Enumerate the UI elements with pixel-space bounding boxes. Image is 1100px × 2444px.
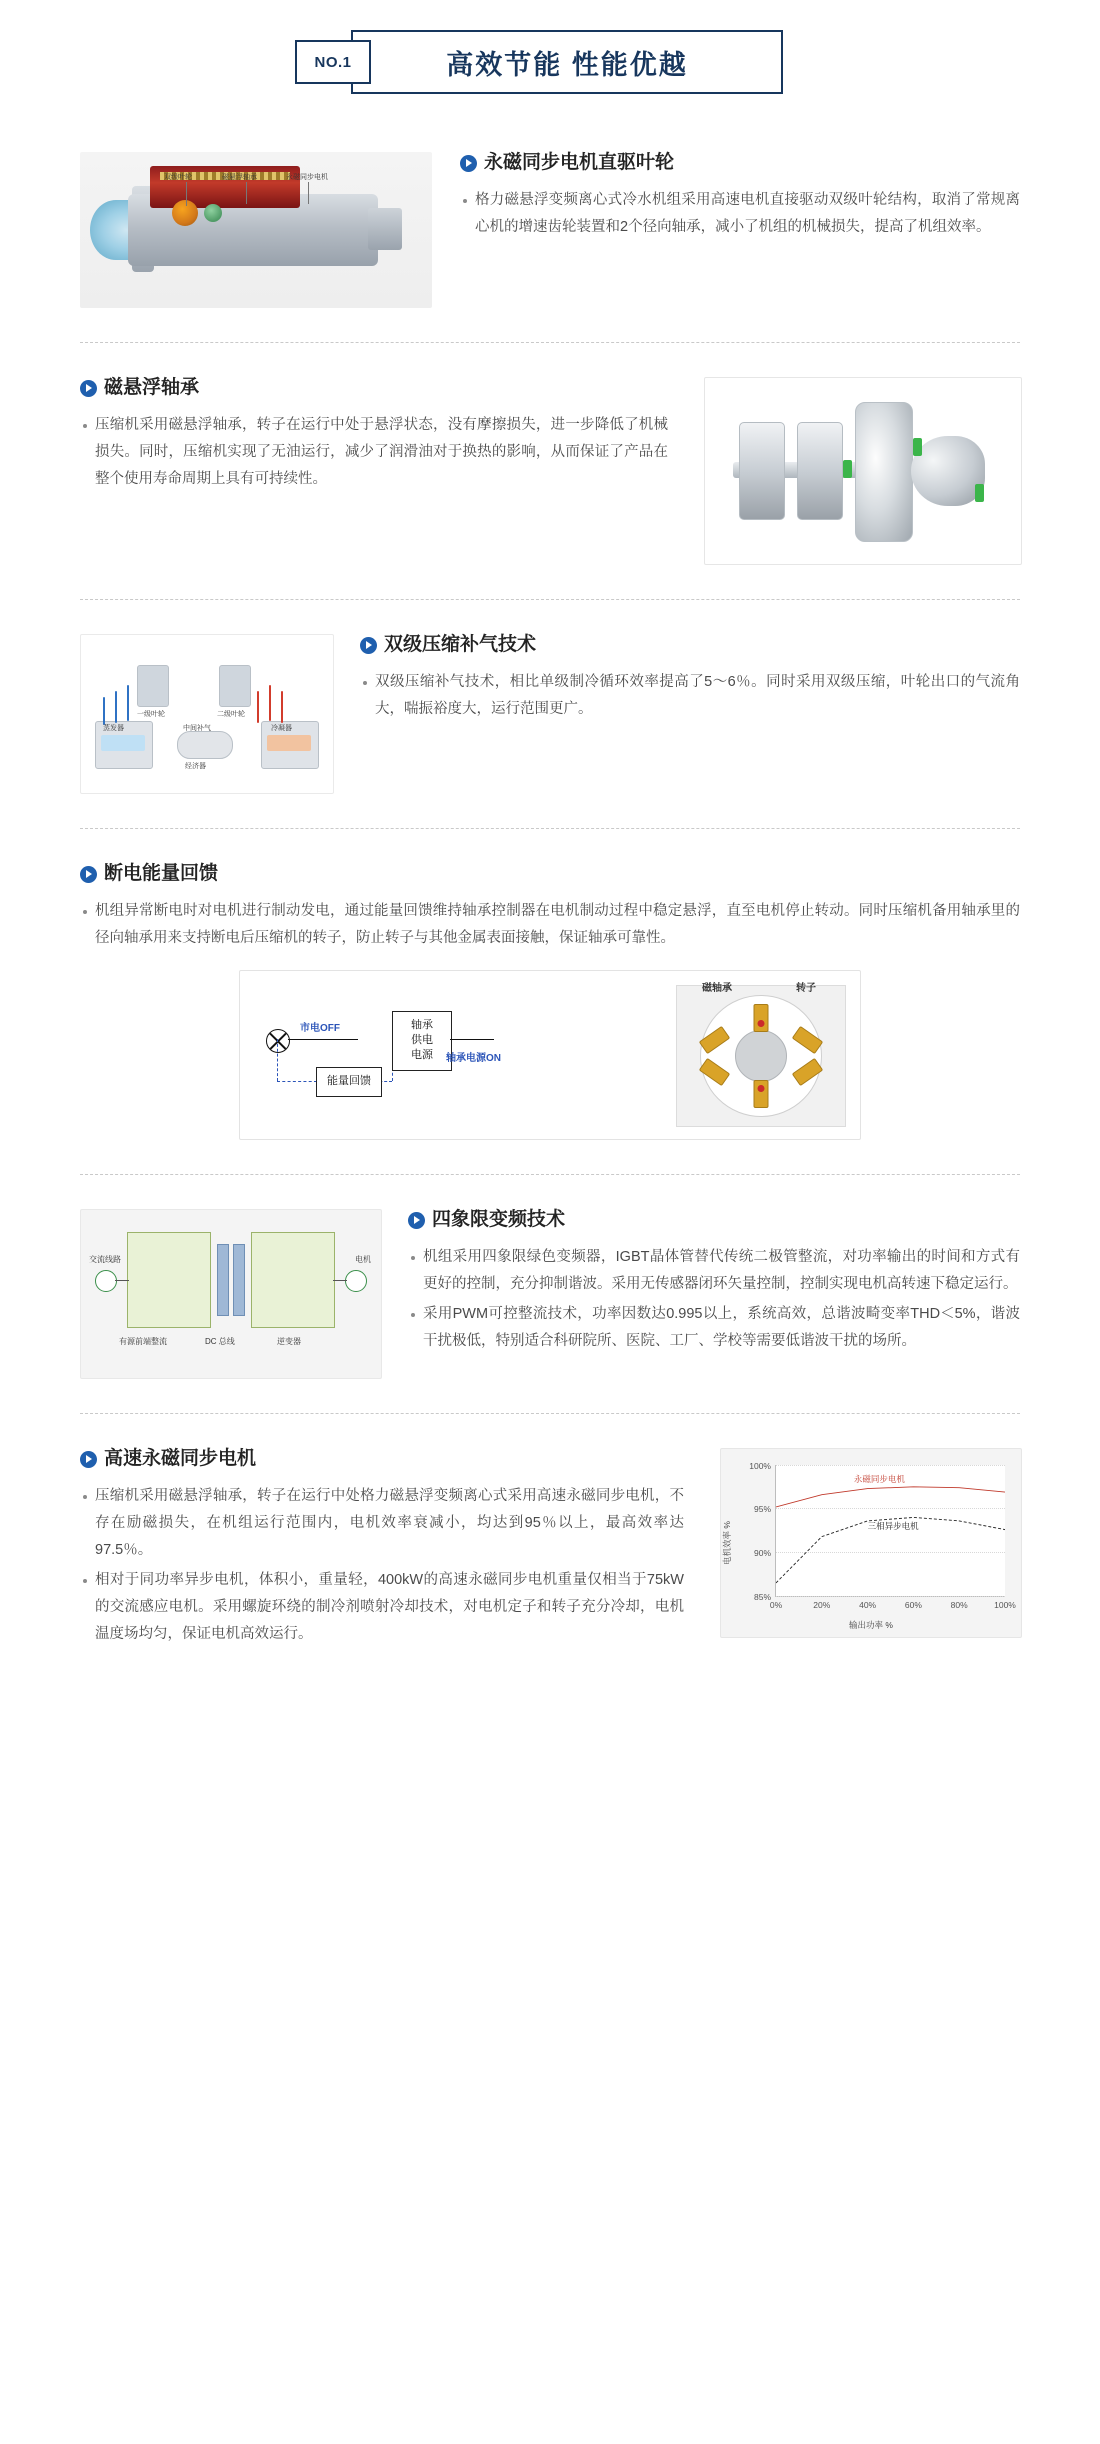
chart-series-label-pmsm: 永磁同步电机 (853, 1473, 905, 1484)
header-badge: NO.1 (295, 40, 371, 84)
list-item: 双级压缩补气技术，相比单级制冷循环效率提高了5～6％。同时采用双级压缩，叶轮出口的气流角大，喘振裕度大，运行范围更广。 (360, 669, 1020, 723)
section-pmsm-direct-drive (80, 96, 1020, 342)
section-four-quadrant-inverter (80, 1175, 1020, 1413)
arrow-right-icon (408, 1212, 425, 1229)
chart-y-tick: 90% (753, 1548, 771, 1559)
list-item: 采用PWM可控整流技术，功率因数达0.995以上，系统高效，总谐波畸变率THD＜5%，谐波干扰极低，特别适合科研院所、医院、工厂、学校等需要低谐波干扰的场所。 (408, 1301, 1020, 1355)
list-item: 机组采用四象限绿色变频器，IGBT晶体管替代传统二极管整流，对功率输出的时间和方式有更好的控制，充分抑制谐波。采用无传感器闭环矢量控制，控制实现电机高转速下稳定运行。 (408, 1244, 1020, 1298)
block-bearing-power-supply (392, 1011, 452, 1071)
page-root (0, 30, 1100, 2444)
section-title-four-quadrant-inverter (408, 1209, 1020, 1232)
page-title: 高效节能 性能优越 (446, 49, 688, 80)
list-item: 相对于同功率异步电机，体积小，重量轻，400kW的高速永磁同步电机重量仅相当于75kW的交流感应电机。采用螺旋环绕的制冷剂喷射冷却技术，对电机定子和转子充分冷却，电机温度场均匀，保证电机高效运行。 (80, 1567, 684, 1648)
text-pmsm-direct-drive (460, 152, 1020, 244)
fig3-label-3: 冷凝器 (271, 725, 292, 732)
fig3-label-2: 蒸发器 (103, 725, 124, 732)
figure-compressor-cutaway (80, 152, 432, 308)
rotor-illustration (676, 985, 846, 1127)
text-high-speed-pmsm (80, 1448, 720, 1651)
section-magnetic-bearing (80, 343, 1020, 599)
arrow-right-icon (360, 637, 377, 654)
chart-x-tick: 40% (859, 1599, 877, 1610)
fig3-label-5: 经济器 (185, 763, 206, 770)
list-item: 压缩机采用磁悬浮轴承，转子在运行中处格力磁悬浮变频离心式采用高速永磁同步电机，不存在励磁损失，在机组运行范围内，电机效率衰减小，均达到95％以上，最高效率达97.5％。 (80, 1483, 684, 1564)
label-mains-off: 市电OFF (300, 1022, 340, 1034)
label-bearing-power-on: 轴承电源ON (446, 1052, 501, 1064)
chart-plot-area (749, 1460, 1016, 1610)
chart-y-axis-label: 电机效率 % (722, 1520, 732, 1565)
page-header (295, 30, 785, 96)
arrow-right-icon (80, 866, 97, 883)
chart-x-tick: 60% (904, 1599, 922, 1610)
section-title-text: 四象限变频技术 (432, 1208, 566, 1230)
section-title-text: 永磁同步电机直驱叶轮 (484, 152, 675, 173)
section-title-high-speed-pmsm (80, 1448, 684, 1471)
section-title-text: 断电能量回馈 (104, 863, 219, 884)
chart-x-tick: 100% (994, 1599, 1016, 1610)
section-two-stage-compression (80, 600, 1020, 828)
chart-series-label-induction: 三相异步电机 (867, 1520, 919, 1531)
chart-y-tick: 85% (753, 1591, 771, 1602)
fig3-label-4: 中间补气 (183, 725, 211, 732)
figure-energy-feedback-diagram (239, 970, 861, 1140)
label-inverter: 逆变器 (277, 1336, 301, 1346)
label-dc-bus: DC 总线 (205, 1336, 235, 1346)
fig3-label-1: 二级叶轮 (217, 711, 245, 718)
arrow-right-icon (80, 1451, 97, 1468)
bullet-list-high-speed-pmsm (80, 1483, 684, 1648)
arrow-right-icon (80, 380, 97, 397)
motor-efficiency-chart (720, 1448, 1022, 1638)
label-ac-line: 交流线路 (89, 1254, 121, 1264)
block-bearing-power-supply-text: 轴承供电电源 (411, 1019, 433, 1062)
figure-four-quadrant-inverter (80, 1209, 380, 1379)
chart-x-tick: 20% (813, 1599, 831, 1610)
bullet-list-two-stage (360, 669, 1020, 723)
header-title-box (351, 30, 783, 94)
chart-x-axis-label: 输出功率 % (849, 1619, 893, 1630)
label-motor: 电机 (355, 1254, 371, 1264)
list-item: 压缩机采用磁悬浮轴承，转子在运行中处于悬浮状态，没有摩擦损失，进一步降低了机械损失。同时，压缩机实现了无油运行，减少了润滑油对于换热的影响，从而保证了产品在整个使用寿命周期上具有可持续性。 (80, 412, 668, 493)
block-energy-feedback: 能量回馈 (316, 1067, 382, 1097)
ac-source-icon (95, 1270, 117, 1292)
list-item: 格力磁悬浮变频离心式冷水机组采用高速电机直接驱动双级叶轮结构，取消了常规离心机的增速齿轮装置和2个径向轴承，减小了机组的机械损失，提高了机组效率。 (460, 187, 1020, 241)
text-magnetic-bearing (80, 377, 704, 496)
section-title-pmsm-direct-drive (460, 152, 1020, 175)
list-item: 机组异常断电时对电机进行制动发电，通过能量回馈维持轴承控制器在电机制动过程中稳定悬浮，直至电机停止转动。同时压缩机备用轴承里的径向轴承用来支持断电后压缩机的转子，防止转子与其他金属表面接触，保证轴承可靠性。 (80, 898, 1020, 952)
bullet-list-energy-feedback (80, 898, 1020, 952)
section-title-magnetic-bearing (80, 377, 668, 400)
text-four-quadrant-inverter (408, 1209, 1020, 1358)
label-rotor: 转子 (796, 982, 816, 994)
arrow-right-icon (460, 155, 477, 172)
section-title-text: 双级压缩补气技术 (384, 634, 537, 655)
fig1-label-2: 永磁同步电机 (286, 174, 328, 181)
bullet-list-magnetic-bearing (80, 412, 668, 493)
section-power-off-energy-feedback (80, 829, 1020, 1174)
fig1-label-1: 磁悬浮轴承 (222, 174, 257, 181)
section-high-speed-pmsm (80, 1414, 1020, 1711)
fig3-label-0: 一级叶轮 (137, 711, 165, 718)
motor-icon (345, 1270, 367, 1292)
section-title-power-off-energy-feedback (80, 863, 1020, 886)
fig1-label-0: 双级叶轮 (164, 174, 192, 181)
figure-two-stage-cycle (80, 634, 332, 794)
figure-magnetic-bearing-rotor (704, 377, 1020, 565)
chart-x-tick: 0% (769, 1599, 783, 1610)
chart-x-tick: 80% (950, 1599, 968, 1610)
chart-y-tick: 100% (749, 1460, 771, 1471)
label-magnetic-bearing: 磁轴承 (702, 982, 732, 994)
section-title-text: 高速永磁同步电机 (104, 1447, 257, 1469)
section-title-two-stage-compression (360, 634, 1020, 657)
label-active-front-end: 有源前端整流 (119, 1336, 167, 1346)
bullet-list-pmsm (460, 187, 1020, 241)
bullet-list-four-quadrant (408, 1244, 1020, 1355)
chart-y-tick: 95% (753, 1504, 771, 1515)
figure-motor-efficiency-chart (720, 1448, 1020, 1638)
section-title-text: 磁悬浮轴承 (104, 377, 200, 398)
text-two-stage-compression (360, 634, 1020, 726)
